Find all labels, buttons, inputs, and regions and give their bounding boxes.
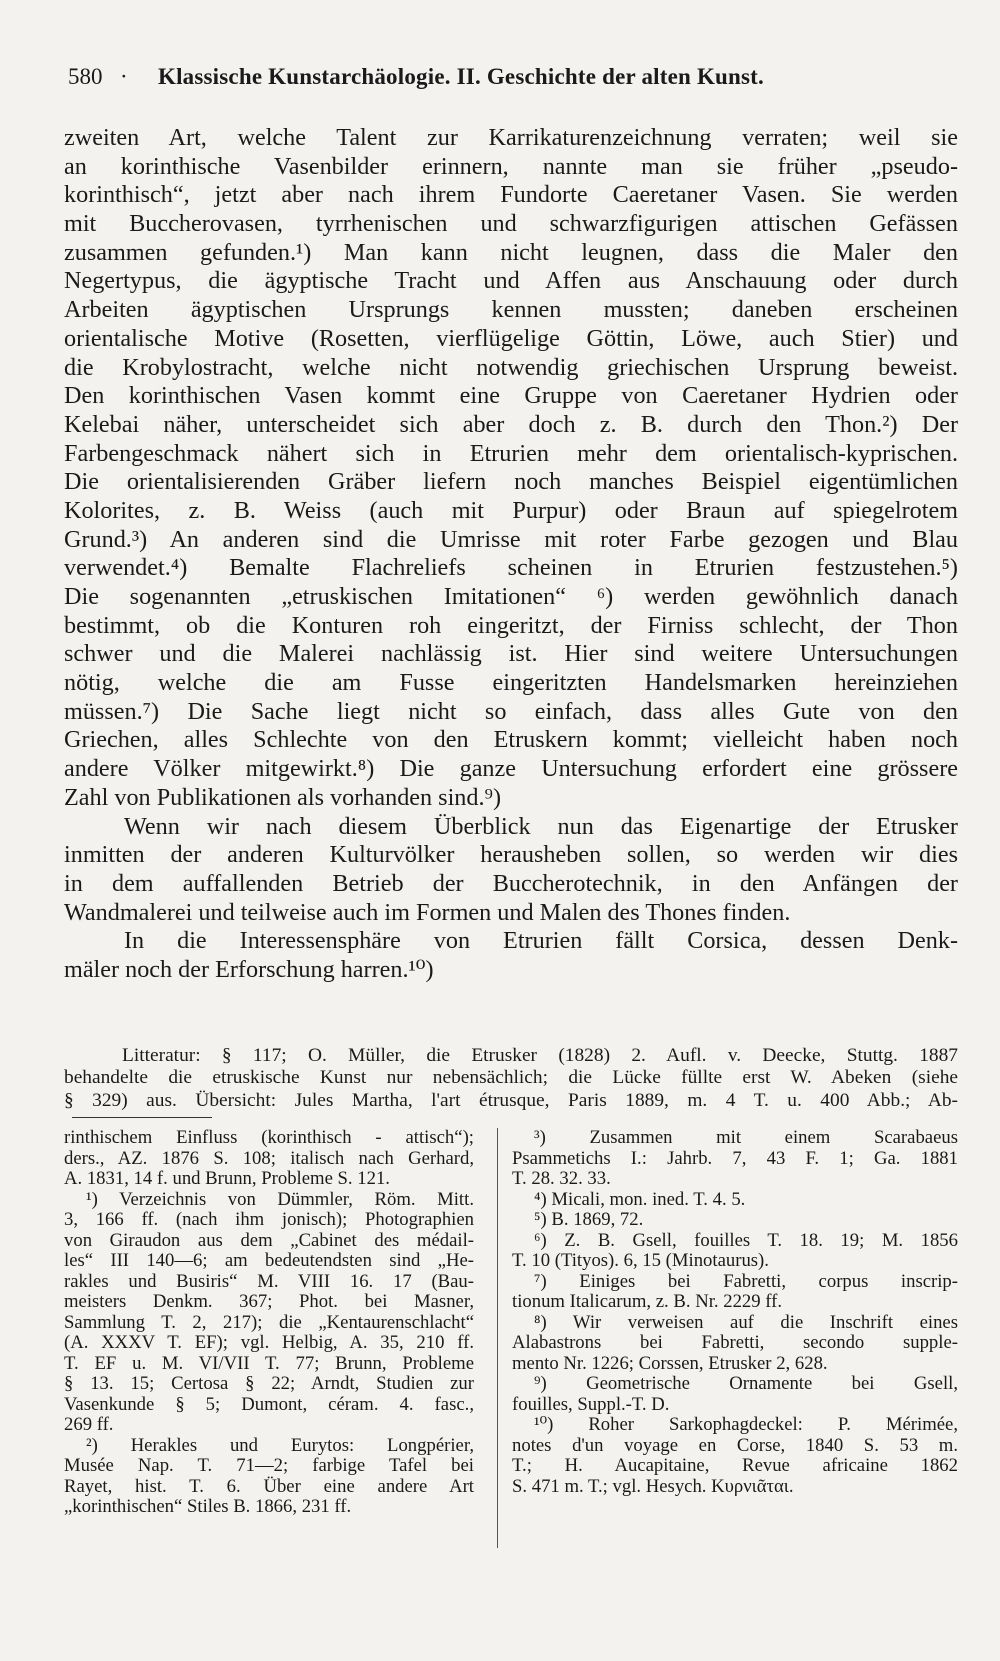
- body-text-line: zweiten Art, welche Talent zur Karrikaturenzeichnung verraten; weil sie: [64, 124, 958, 151]
- footnote-left-line: 3, 166 ff. (nach ihm jonisch); Photographien: [64, 1209, 474, 1230]
- literature-line: behandelte die etruskische Kunst nur nebensächlich; die Lücke füllte erst W. Abeken (siehe: [64, 1067, 958, 1089]
- body-text-line: andere Völker mitgewirkt.⁸) Die ganze Untersuchung erfordert eine grössere: [64, 755, 958, 783]
- footnote-right-line: ⁷) Einiges bei Fabretti, corpus inscrip-: [534, 1270, 958, 1292]
- literature-note: [64, 1045, 958, 1112]
- body-text-line: zusammen gefunden.¹) Man kann nicht leugnen, dass die Maler den: [64, 238, 958, 266]
- footnote-right-line: mento Nr. 1226; Corssen, Etrusker 2, 628.: [512, 1352, 828, 1374]
- running-title: Klassische Kunstarchäologie. II. Geschichte der alten Kunst.: [158, 64, 764, 89]
- footnote-right-line: ⁶) Z. B. Gsell, fouilles T. 18. 19; M. 1856: [534, 1229, 958, 1251]
- body-text-line: Farbengeschmack nähert sich in Etrurien mehr dem orientalisch-kyprischen.: [64, 439, 958, 467]
- book-page: [64, 0, 958, 1661]
- footnote-left-line: ²) Herakles und Eurytos: Longpérier,: [86, 1434, 474, 1456]
- header-separator: ·: [120, 64, 128, 89]
- footnote-left-line: (A. XXXV T. EF); vgl. Helbig, A. 35, 210 ff.: [64, 1332, 474, 1353]
- footnote-left-line: rakles und Busiris“ M. VIII 16. 17 (Bau-: [64, 1270, 474, 1292]
- body-text-line: mäler noch der Erforschung harren.¹⁰): [64, 955, 434, 983]
- footnote-right-line: ³) Zusammen mit einem Scarabaeus: [534, 1127, 958, 1148]
- footnote-left-line: meisters Denkm. 367; Phot. bei Masner,: [64, 1291, 474, 1312]
- footnote-right-line: Psammetichs I.: Jahrb. 7, 43 F. 1; Ga. 1881: [512, 1147, 958, 1169]
- body-text-line: Grund.³) An anderen sind die Umrisse mit roter Farbe gezogen und Blau: [64, 525, 958, 553]
- footnote-left-line: Musée Nap. T. 71—2; farbige Tafel bei: [64, 1455, 474, 1476]
- body-text-line: Zahl von Publikationen als vorhanden sind.⁹): [64, 783, 502, 811]
- footnote-left-line: 269 ff.: [64, 1414, 114, 1435]
- footnote-column-divider: [497, 1128, 498, 1548]
- footnote-right-line: tionum Italicarum, z. B. Nr. 2229 ff.: [512, 1291, 783, 1312]
- body-text-line: verwendet.⁴) Bemalte Flachreliefs scheinen in Etrurien festzustehen.⁵): [64, 554, 958, 582]
- footnote-left-line: von Giraudon aus dem „Cabinet des médail-: [64, 1229, 474, 1251]
- main-text: [64, 124, 958, 985]
- body-text-line: mit Buccherovasen, tyrrhenischen und schwarzfigurigen attischen Gefässen: [64, 210, 958, 238]
- body-text-line: Den korinthischen Vasen kommt eine Gruppe von Caeretaner Hydrien oder: [64, 382, 958, 410]
- running-header: [68, 62, 948, 92]
- footnote-right-line: notes d'un voyage en Corse, 1840 S. 53 m.: [512, 1434, 958, 1456]
- body-text-line: die Krobylostracht, welche nicht notwendig griechischen Ursprung beweist.: [64, 353, 958, 381]
- footnote-left-line: ders., AZ. 1876 S. 108; italisch nach Gerhard,: [64, 1147, 474, 1169]
- body-text-line: Griechen, alles Schlechte von den Etruskern kommt; vielleicht haben noch: [64, 726, 958, 754]
- body-text-line: bestimmt, ob die Konturen roh eingeritzt, der Firniss schlecht, der Thon: [64, 611, 958, 639]
- footnote-left-line: Sammlung T. 2, 217); die „Kentaurenschlacht“: [64, 1311, 474, 1333]
- footnotes-right-column: [512, 1128, 958, 1497]
- body-text-line: korinthisch“, jetzt aber nach ihrem Fundorte Caeretaner Vasen. Sie werden: [64, 181, 958, 209]
- body-text-line: inmitten der anderen Kulturvölker herausheben sollen, so werden wir dies: [64, 841, 958, 869]
- footnote-right-line: ⁸) Wir verweisen auf die Inschrift eines: [534, 1311, 958, 1333]
- body-text-line: Arbeiten ägyptischen Ursprungs kennen mussten; daneben erscheinen: [64, 296, 958, 324]
- footnote-right-line: fouilles, Suppl.-T. D.: [512, 1393, 670, 1415]
- footnote-left-line: „korinthischen“ Stiles B. 1866, 231 ff.: [64, 1496, 352, 1517]
- body-text-line: Wandmalerei und teilweise auch im Formen und Malen des Thones finden.: [64, 898, 791, 926]
- footnote-right-line: T. 10 (Tityos). 6, 15 (Minotaurus).: [512, 1250, 769, 1271]
- footnotes-left-column: [64, 1128, 474, 1518]
- footnote-left-line: ¹) Verzeichnis von Dümmler, Röm. Mitt.: [86, 1188, 474, 1210]
- footnote-left-line: les“ III 140—6; am bedeutendsten sind „He-: [64, 1250, 474, 1271]
- footnote-right-line: ⁹) Geometrische Ornamente bei Gsell,: [534, 1373, 958, 1394]
- footnote-left-line: rinthischem Einfluss (korinthisch - attisch“);: [64, 1127, 474, 1148]
- footnote-right-line: S. 471 m. T.; vgl. Hesych. Κυρνιᾶται.: [512, 1475, 794, 1497]
- body-text-line: nötig, welche die am Fusse eingeritzten Handelsmarken hereinziehen: [64, 669, 958, 697]
- footnote-right-line: Alabastrons bei Fabretti, secondo supple-: [512, 1332, 958, 1353]
- body-text-line: müssen.⁷) Die Sache liegt nicht so einfach, dass alles Gute von den: [64, 697, 958, 725]
- body-text-line: Die orientalisierenden Gräber liefern noch manches Beispiel eigentümlichen: [64, 468, 958, 496]
- body-text-line: Negertypus, die ägyptische Tracht und Affen aus Anschauung oder durch: [64, 267, 958, 295]
- literature-line: § 329) aus. Übersicht: Jules Martha, l'art étrusque, Paris 1889, m. 4 T. u. 400 Abb.; Ab-: [64, 1089, 958, 1111]
- body-text-line: in dem auffallenden Betrieb der Buccherotechnik, in den Anfängen der: [64, 869, 958, 897]
- footnote-right-line: T.; H. Aucapitaine, Revue africaine 1862: [512, 1455, 958, 1476]
- body-text-line: Die sogenannten „etruskischen Imitationen“ ⁶) werden gewöhnlich danach: [64, 583, 958, 610]
- footnote-left-line: § 13. 15; Certosa § 22; Arndt, Studien zur: [64, 1373, 474, 1394]
- footnote-left-line: Vasenkunde § 5; Dumont, céram. 4. fasc.,: [64, 1393, 474, 1415]
- footnote-right-line: ⁴) Micali, mon. ined. T. 4. 5.: [534, 1188, 746, 1210]
- footnote-rule: [72, 1117, 212, 1118]
- footnote-right-line: ⁵) B. 1869, 72.: [534, 1209, 644, 1230]
- footnote-left-line: T. EF u. M. VI/VII T. 77; Brunn, Probleme: [64, 1352, 474, 1374]
- body-text-line: Kolorites, z. B. Weiss (auch mit Purpur) oder Braun auf spiegelrotem: [64, 496, 958, 524]
- body-text-line: schwer und die Malerei nachlässig ist. Hier sind weitere Untersuchungen: [64, 640, 958, 668]
- footnote-left-line: Rayet, hist. T. 6. Über eine andere Art: [64, 1475, 474, 1497]
- body-text-line: orientalische Motive (Rosetten, vierflügelige Göttin, Löwe, auch Stier) und: [64, 324, 958, 352]
- body-text-line: Kelebai näher, unterscheidet sich aber doch z. B. durch den Thon.²) Der: [64, 410, 958, 438]
- footnote-right-line: T. 28. 32. 33.: [512, 1168, 611, 1189]
- body-text-line: Wenn wir nach diesem Überblick nun das Eigenartige der Etrusker: [124, 812, 958, 840]
- literature-line: Litteratur: § 117; O. Müller, die Etrusker (1828) 2. Aufl. v. Deecke, Stuttg. 1887: [122, 1045, 958, 1066]
- footnote-right-line: ¹⁰) Roher Sarkophagdeckel: P. Mérimée,: [534, 1414, 958, 1435]
- body-text-line: In die Interessensphäre von Etrurien fällt Corsica, dessen Denk-: [124, 927, 958, 955]
- body-text-line: an korinthische Vasenbilder erinnern, nannte man sie früher „pseudo-: [64, 152, 958, 180]
- footnote-left-line: A. 1831, 14 f. und Brunn, Probleme S. 121.: [64, 1168, 390, 1189]
- page-number: 580: [68, 64, 103, 89]
